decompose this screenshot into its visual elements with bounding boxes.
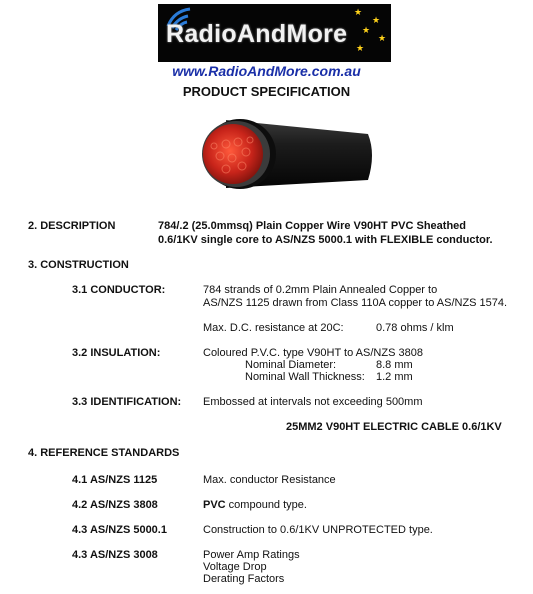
- identification-label: 3.3 IDENTIFICATION:: [72, 396, 182, 408]
- conductor-line1: 784 strands of 0.2mm Plain Annealed Copper to: [203, 284, 438, 296]
- logo-text: RadioAndMore: [166, 20, 348, 48]
- insulation-line1: Coloured P.V.C. type V90HT to AS/NZS 3808: [203, 347, 423, 359]
- construction-heading: 3. CONSTRUCTION: [28, 259, 129, 271]
- standard-text: Construction to 0.6/1KV UNPROTECTED type.: [203, 524, 433, 536]
- standard-text: Derating Factors: [203, 573, 285, 585]
- brand-logo: ★ ★ ★ ★ ★ RadioAndMore: [158, 4, 391, 62]
- diameter-label: Nominal Diameter:: [245, 359, 337, 371]
- diameter-value: 8.8 mm: [376, 359, 413, 371]
- description-line2: 0.6/1KV single core to AS/NZS 5000.1 with FLEXIBLE conductor.: [158, 234, 493, 246]
- standard-text-rest: compound type.: [225, 499, 307, 511]
- resistance-value: 0.78 ohms / klm: [376, 322, 454, 334]
- standard-text: [203, 499, 307, 511]
- website-url[interactable]: www.RadioAndMore.com.au: [172, 63, 361, 79]
- standard-text: Power Amp Ratings: [203, 549, 300, 561]
- wall-thickness-value: 1.2 mm: [376, 371, 413, 383]
- page-title: PRODUCT SPECIFICATION: [182, 84, 351, 99]
- wall-thickness-label: Nominal Wall Thickness:: [245, 371, 365, 383]
- cable-image: [186, 114, 376, 194]
- standard-code: 4.3 AS/NZS 3008: [72, 549, 158, 561]
- standard-code: 4.1 AS/NZS 1125: [72, 474, 158, 486]
- standard-text: Voltage Drop: [203, 561, 267, 573]
- resistance-label: Max. D.C. resistance at 20C:: [203, 322, 344, 334]
- description-line1: 784/.2 (25.0mmsq) Plain Copper Wire V90HT PVC Sheathed: [158, 220, 466, 232]
- standard-code: 4.3 AS/NZS 5000.1: [72, 524, 167, 536]
- description-label: 2. DESCRIPTION: [28, 220, 116, 232]
- standard-text: Max. conductor Resistance: [203, 474, 336, 486]
- insulation-label: 3.2 INSULATION:: [72, 347, 161, 359]
- conductor-label: 3.1 CONDUCTOR:: [72, 284, 166, 296]
- conductor-line2: AS/NZS 1125 drawn from Class 110A copper to AS/NZS 1574.: [203, 297, 508, 309]
- standards-heading: 4. REFERENCE STANDARDS: [28, 447, 180, 459]
- emboss-text: 25MM2 V90HT ELECTRIC CABLE 0.6/1KV: [286, 421, 502, 433]
- standard-text-bold: PVC: [203, 499, 226, 511]
- identification-text: Embossed at intervals not exceeding 500mm: [203, 396, 423, 408]
- standard-code: 4.2 AS/NZS 3808: [72, 499, 158, 511]
